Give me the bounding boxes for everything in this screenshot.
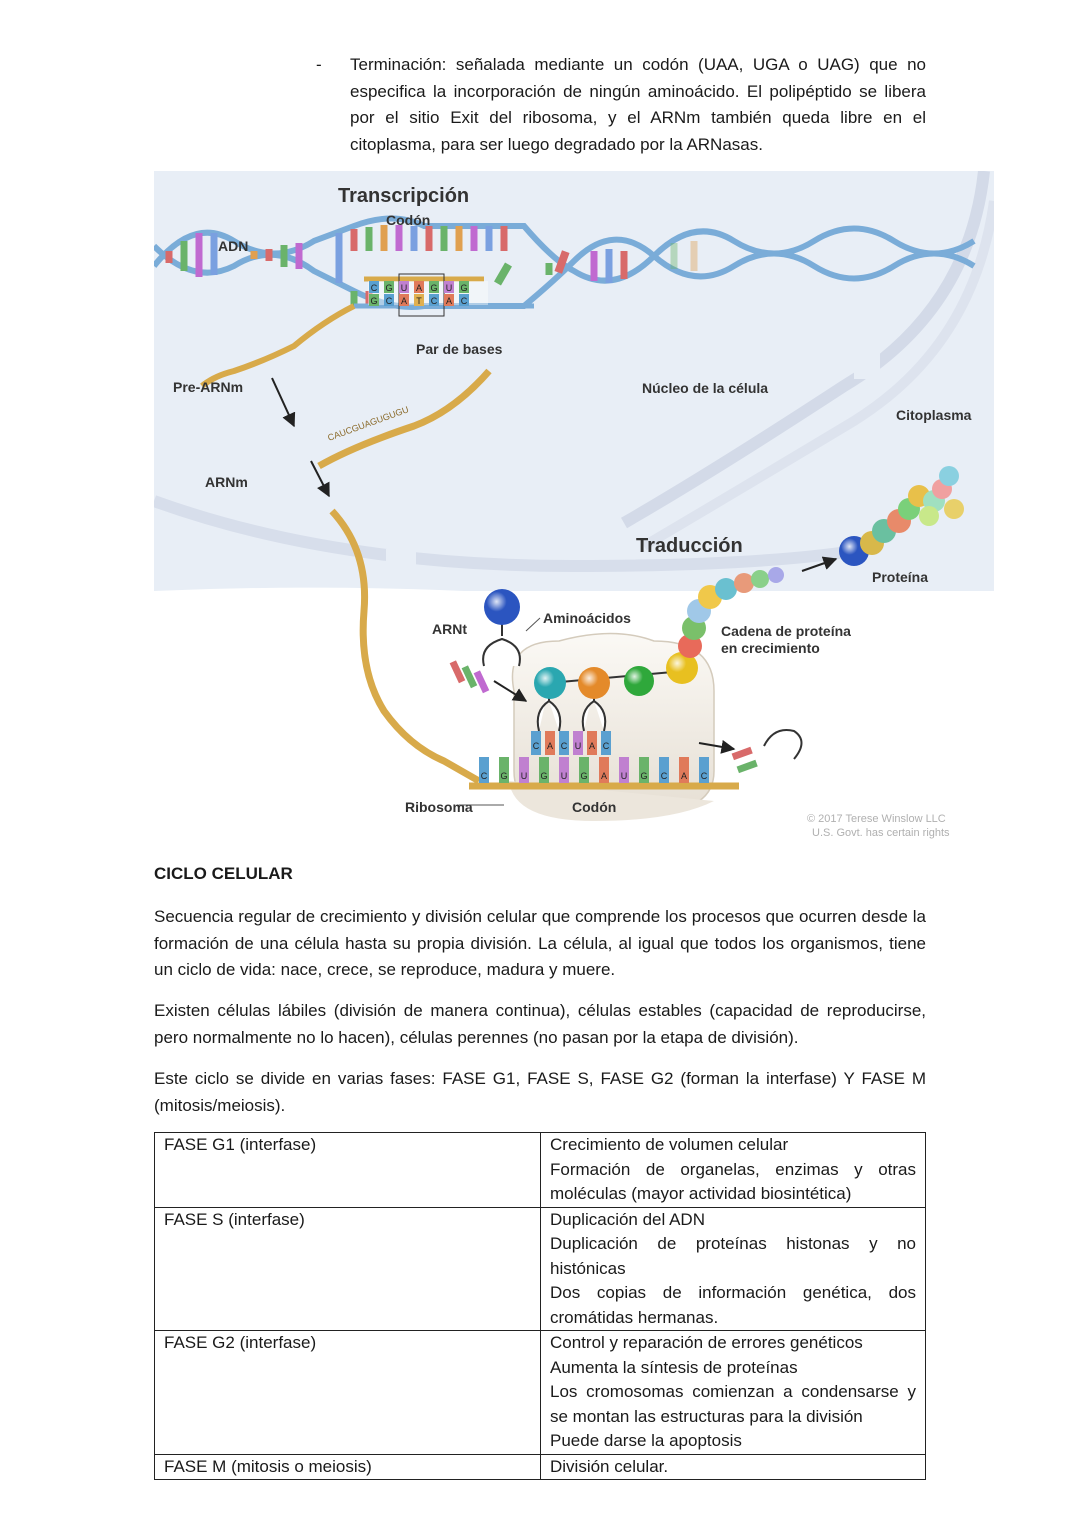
phase-description-line: Formación de organelas, enzimas y otras moléculas (mayor actividad biosintética) — [550, 1159, 916, 1203]
bullet-dash: - — [316, 55, 322, 74]
base-letter: U — [560, 771, 568, 781]
dna-upper-bases — [369, 281, 469, 293]
base-letter: G — [430, 283, 438, 293]
pre-arnm-label: Pre-ARNm — [173, 379, 244, 395]
dna-lower-bases — [369, 294, 469, 306]
base-letter: C — [460, 296, 468, 306]
base-letter: U — [574, 741, 582, 751]
transcription-translation-diagram — [154, 171, 994, 849]
base-letter: C — [602, 741, 610, 751]
codon-top-label: Codón — [386, 212, 431, 228]
phase-description-line: Aumenta la síntesis de proteínas — [550, 1357, 798, 1377]
phase-name-cell: FASE G1 (interfase) — [155, 1133, 541, 1208]
base-letter: A — [400, 296, 408, 306]
termination-text: Terminación: señalada mediante un codón (UAA, UGA o UAG) que no especifica la incorporación de ningún aminoácido. El polipéptido se libera por el sitio Exit del ribosoma, y el ARNm también queda libre en el citoplasma, para ser luego degradado por la ARNasas. — [350, 55, 926, 154]
codon-bottom-label: Codón — [572, 799, 617, 815]
base-letter: A — [546, 741, 554, 751]
base-letter: U — [520, 771, 528, 781]
phase-description-line: Duplicación de proteínas histonas y no histónicas — [550, 1234, 916, 1278]
base-letter: A — [445, 296, 453, 306]
phase-description-line: Duplicación del ADN — [550, 1209, 705, 1229]
nuclear-pore — [854, 353, 880, 379]
paragraph-phases: Este ciclo se divide en varias fases: FASE G1, FASE S, FASE G2 (forman la interfase) Y FASE M (mitosis/meiosis). — [154, 1069, 926, 1115]
credit-line-2: U.S. Govt. has certain rights — [812, 827, 950, 839]
translation-title: Traducción — [636, 535, 743, 557]
table-row — [155, 1454, 926, 1480]
table-row — [155, 1331, 926, 1455]
base-letter: U — [445, 283, 453, 293]
phase-description-cell — [541, 1207, 926, 1331]
table-row — [155, 1207, 926, 1331]
base-letter: C — [385, 296, 393, 306]
phase-description-cell — [541, 1133, 926, 1208]
ribosome-label: Ribosoma — [405, 799, 473, 815]
phase-name-cell: FASE M (mitosis o meiosis) — [155, 1454, 541, 1480]
base-letter: A — [600, 771, 608, 781]
base-letter: T — [416, 296, 422, 306]
paragraph-cell-types: Existen células lábiles (división de manera continua), células estables (capacidad de reproducirse, pero normalmente no lo hacen), células perennes (no pasan por la etapa de división). — [154, 1001, 926, 1047]
phase-name-cell: FASE S (interfase) — [155, 1207, 541, 1331]
base-letter: C — [532, 741, 540, 751]
phase-description-cell — [541, 1454, 926, 1480]
phases-table — [154, 1132, 926, 1480]
base-letter: U — [620, 771, 628, 781]
base-letter: A — [588, 741, 596, 751]
phase-description-line: Crecimiento de volumen celular — [550, 1135, 789, 1154]
protein-label: Proteína — [872, 569, 929, 585]
phase-description-cell — [541, 1331, 926, 1455]
nucleus-region — [154, 171, 994, 591]
base-letter: G — [460, 283, 468, 293]
phase-description-line: División celular. — [550, 1456, 669, 1476]
section-title: CICLO CELULAR — [154, 864, 293, 883]
phase-name-cell: FASE G2 (interfase) — [155, 1331, 541, 1455]
paragraph-definition: Secuencia regular de crecimiento y división celular que comprende los procesos que ocurren desde la formación de una célula hasta su propia división. La célula, al igual que todos los organismos, tiene un ciclo de vida: nace, crece, se reproduce, madura y muere. — [154, 907, 926, 979]
table-row — [155, 1133, 926, 1208]
base-pair-label: Par de bases — [416, 341, 503, 357]
nuclear-pore — [386, 549, 416, 569]
credit-line-1: © 2017 Terese Winslow LLC — [807, 813, 946, 825]
base-letter: G — [640, 771, 648, 781]
growing-chain-label-2: en crecimiento — [721, 640, 820, 656]
phase-description-line: Puede darse la apoptosis — [550, 1431, 742, 1450]
base-letter: G — [385, 283, 393, 293]
termination-bullet — [316, 52, 926, 158]
base-letter: U — [400, 283, 408, 293]
base-letter: C — [480, 771, 488, 781]
base-letter: A — [680, 771, 688, 781]
growing-chain-label-1: Cadena de proteína — [721, 623, 851, 639]
phase-description-line: Dos copias de información genética, dos cromátidas hermanas. — [550, 1283, 916, 1327]
base-letter: G — [580, 771, 588, 781]
base-letter: G — [540, 771, 548, 781]
arnm-label: ARNm — [205, 474, 248, 490]
base-letter: C — [700, 771, 708, 781]
base-letter: C — [430, 296, 438, 306]
base-letter: C — [660, 771, 668, 781]
base-letter: A — [415, 283, 423, 293]
mrna-sequence-label: CAUCGUAGUGUGU — [326, 404, 411, 443]
base-letter: C — [370, 283, 378, 293]
transcription-title: Transcripción — [338, 185, 470, 207]
phase-description-line: Los cromosomas comienzan a condensarse y se montan las estructuras para la división — [550, 1382, 916, 1426]
adn-label: ADN — [218, 238, 249, 254]
amino-acids-label: Aminoácidos — [543, 610, 631, 626]
base-letter: G — [370, 296, 378, 306]
phase-description-line: Control y reparación de errores genéticos — [550, 1333, 863, 1352]
base-letter: C — [560, 741, 568, 751]
base-letter: G — [500, 771, 508, 781]
nucleus-label: Núcleo de la célula — [642, 380, 769, 396]
arnt-label: ARNt — [432, 621, 467, 637]
cytoplasm-label: Citoplasma — [896, 407, 972, 423]
